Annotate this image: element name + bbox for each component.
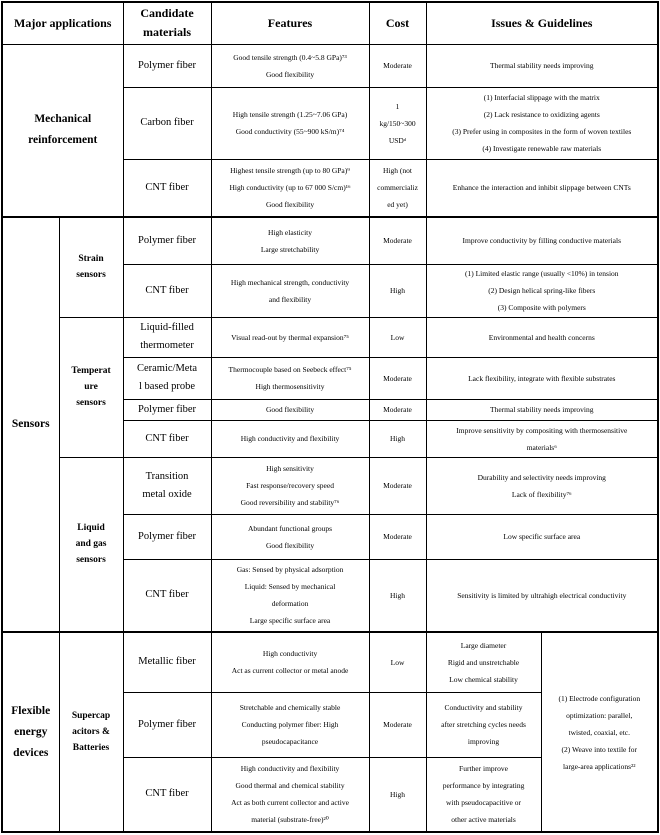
feature-line: Gas: Sensed by physical adsorption — [236, 565, 344, 575]
cost-cell — [369, 399, 426, 420]
feature-line: Liquid: Sensed by mechanical — [244, 582, 336, 592]
feature-line: deformation — [271, 599, 309, 609]
cost-cell — [369, 317, 426, 357]
issue-line: after stretching cycles needs — [441, 720, 526, 729]
features-cell — [211, 264, 369, 317]
cost-cell — [369, 514, 426, 559]
issues-cell — [426, 87, 658, 159]
material-name-line: Carbon fiber — [140, 117, 194, 128]
guideline-line: (2) Weave into textile for — [561, 744, 638, 754]
cost-cell — [369, 87, 426, 159]
column-header-cost: Cost — [369, 2, 426, 44]
issue-line: Improve sensitivity by compositing with thermosensitive — [456, 425, 628, 435]
shared-guidelines-cell — [541, 632, 658, 832]
features-cell — [211, 457, 369, 514]
feature-line: Fast response/recovery speed — [246, 481, 334, 490]
material-name-line: Metallic fiber — [138, 656, 196, 668]
feature-line: Large specific surface area — [249, 616, 331, 626]
feature-line: Act as both current collector and active — [231, 798, 349, 808]
feature-line: High thermosensitivity — [255, 382, 325, 391]
issue-line: Lack flexibility, integrate with flexible substrates — [468, 373, 616, 383]
feature-line: Abundant functional groups — [247, 523, 333, 533]
issue-line: improving — [467, 737, 500, 746]
issue-line: Durability and selectivity needs improving — [477, 472, 606, 482]
application-label-line: Flexible — [11, 704, 51, 717]
cost-cell — [369, 757, 426, 832]
feature-line: High elasticity — [268, 227, 312, 237]
feature-line: pseudocapacitance — [261, 737, 319, 746]
issues-cell — [426, 399, 658, 420]
table-row — [2, 457, 658, 514]
issue-line: Thermal stability needs improving — [490, 405, 594, 414]
features-cell — [211, 44, 369, 87]
feature-line: Good flexibility — [265, 405, 315, 414]
issue-line: Conductivity and stability — [444, 703, 523, 712]
issues-cell — [426, 317, 658, 357]
feature-line: and flexibility — [268, 294, 312, 304]
material-cell — [123, 632, 211, 692]
cost-line: Moderate — [383, 236, 412, 246]
issue-line: (2) Lack resistance to oxidizing agents — [483, 110, 600, 119]
cost-cell — [369, 632, 426, 692]
cost-line: Low — [390, 332, 405, 342]
issues-cell — [426, 420, 658, 457]
subsection-label-line: Temperat — [71, 366, 111, 376]
issues-cell — [426, 457, 658, 514]
material-name-line: Polymer fiber — [138, 234, 197, 246]
cost-line: Low — [390, 657, 405, 667]
feature-line: Highest tensile strength (up to 80 GPa)⁹ — [230, 166, 350, 176]
feature-line: High sensitivity — [266, 464, 314, 473]
column-header-major-applications: Major applications — [2, 2, 123, 44]
material-cell — [123, 217, 211, 264]
issue-line: (3) Prefer using in composites in the form of woven textiles — [452, 127, 632, 136]
issue-line: Enhance the interaction and inhibit slippage between CNTs — [452, 183, 631, 193]
feature-line: Conducting polymer fiber: High — [241, 720, 339, 729]
material-cell — [123, 399, 211, 420]
table-row — [2, 217, 658, 264]
table-row — [2, 317, 658, 357]
material-name-line: l based probe — [139, 381, 195, 392]
subsection-label-line: Strain — [78, 254, 104, 265]
table-row — [2, 632, 658, 692]
feature-line: Visual read-out by thermal expansion⁷⁵ — [231, 332, 349, 342]
issues-cell — [426, 514, 658, 559]
features-cell — [211, 757, 369, 832]
application-label-line: devices — [13, 746, 49, 759]
issue-line: with pseudocapacitive or — [446, 798, 521, 808]
features-cell — [211, 317, 369, 357]
issue-line: Lack of flexibility⁷⁶ — [511, 489, 572, 499]
issues-cell — [426, 217, 658, 264]
issues-cell — [426, 632, 541, 692]
subsection-label-line: acitors & — [72, 727, 110, 737]
issue-line: other active materials — [451, 815, 516, 825]
material-cell — [123, 559, 211, 632]
subsection-label-line: ure — [84, 382, 98, 392]
feature-line: Good flexibility — [265, 540, 315, 550]
issue-line: Further improve — [459, 764, 508, 774]
subsection-label-line: Batteries — [72, 743, 110, 753]
material-name-line: CNT fiber — [145, 284, 189, 296]
material-name-line: Polymer fiber — [138, 530, 197, 542]
issue-line: Rigid and unstretchable — [447, 657, 520, 667]
material-name-line: thermometer — [140, 340, 194, 351]
material-cell — [123, 420, 211, 457]
features-cell — [211, 632, 369, 692]
issues-cell — [426, 757, 541, 832]
sub-application-cell — [59, 632, 123, 832]
cost-line: Moderate — [383, 532, 412, 541]
material-name-line: CNT fiber — [145, 432, 189, 444]
column-header-candidate-materials: Candidate materials — [123, 2, 211, 44]
material-name-line: Liquid-filled — [140, 322, 194, 333]
major-application-cell — [2, 632, 59, 832]
major-application-cell — [2, 217, 59, 632]
issue-line: (1) Interfacial slippage with the matrix — [483, 93, 600, 102]
issue-line: performance by integrating — [442, 781, 525, 791]
subsection-label-line: sensors — [76, 398, 106, 408]
cost-cell — [369, 420, 426, 457]
issues-cell — [426, 264, 658, 317]
sub-application-cell — [59, 217, 123, 317]
features-cell — [211, 217, 369, 264]
features-cell — [211, 692, 369, 757]
feature-line: Good flexibility — [265, 69, 315, 79]
material-name-line: CNT fiber — [145, 589, 189, 601]
cost-line: Moderate — [383, 61, 412, 70]
issue-line: Low specific surface area — [503, 532, 581, 541]
feature-line: Act as current collector or metal anode — [231, 666, 349, 676]
cost-cell — [369, 159, 426, 217]
feature-line: Good thermal and chemical stability — [235, 781, 345, 791]
material-cell — [123, 264, 211, 317]
feature-line: Good flexibility — [265, 200, 315, 210]
cost-cell — [369, 264, 426, 317]
cost-line: commercializ — [377, 183, 418, 193]
issue-line: Low chemical stability — [449, 674, 518, 684]
cost-line: High — [390, 789, 406, 799]
issue-line: Environmental and health concerns — [488, 332, 595, 342]
material-cell — [123, 692, 211, 757]
features-cell — [211, 357, 369, 399]
materials-comparison-table — [1, 1, 659, 833]
cost-cell — [369, 457, 426, 514]
features-cell — [211, 399, 369, 420]
material-cell — [123, 457, 211, 514]
material-cell — [123, 87, 211, 159]
guideline-line: (1) Electrode configuration — [558, 693, 641, 703]
feature-line: Stretchable and chemically stable — [239, 703, 341, 712]
material-cell — [123, 44, 211, 87]
subsection-label-line: Supercap — [71, 711, 111, 721]
features-cell — [211, 559, 369, 632]
feature-line: High conductivity and flexibility — [240, 764, 340, 774]
cost-cell — [369, 44, 426, 87]
material-name-line: metal oxide — [142, 488, 192, 500]
feature-line: High conductivity — [262, 649, 318, 659]
column-header-issues-guidelines: Issues & Guidelines — [426, 2, 658, 44]
cost-line: USDᵈ — [388, 135, 407, 145]
cost-cell — [369, 217, 426, 264]
cost-line: ed yet) — [387, 200, 408, 210]
cost-line: High (not — [383, 166, 412, 176]
issues-cell — [426, 159, 658, 217]
cost-cell — [369, 559, 426, 632]
material-name-line: CNT fiber — [145, 788, 189, 800]
subsection-label-line: and gas — [75, 539, 107, 550]
material-name-line: Polymer fiber — [138, 59, 197, 71]
material-name-line: Ceramic/Meta — [136, 363, 198, 374]
issue-line: Large diameter — [460, 640, 507, 650]
application-label-line: energy — [14, 725, 48, 738]
issue-line: materials⁶ — [526, 442, 557, 452]
cost-line: Moderate — [383, 720, 412, 729]
cost-line: Moderate — [383, 405, 412, 414]
issue-line: (1) Limited elastic range (usually <10%) in tension — [464, 269, 619, 278]
cost-cell — [369, 357, 426, 399]
material-name-line: CNT fiber — [145, 181, 189, 193]
features-cell — [211, 159, 369, 217]
feature-line: Good reversibility and stability⁷⁶ — [240, 498, 340, 507]
features-cell — [211, 87, 369, 159]
guideline-line: twisted, coaxial, etc. — [568, 727, 630, 737]
sub-application-cell — [59, 457, 123, 632]
features-cell — [211, 514, 369, 559]
guideline-line: optimization: parallel, — [566, 710, 633, 720]
cost-cell — [369, 692, 426, 757]
cost-line: 1 — [395, 101, 400, 111]
features-cell — [211, 420, 369, 457]
material-cell — [123, 159, 211, 217]
issue-line: (2) Design helical spring-like fibers — [488, 286, 596, 295]
material-cell — [123, 514, 211, 559]
cost-line: Moderate — [383, 481, 412, 490]
feature-line: High conductivity (up to 67 000 S/cm)¹⁶ — [229, 183, 351, 193]
issue-line: (4) Investigate renewable raw materials — [482, 144, 602, 153]
header-row — [2, 2, 658, 44]
material-name-line: Polymer fiber — [138, 403, 197, 415]
cost-line: Moderate — [383, 373, 412, 383]
subsection-label-line: sensors — [76, 555, 106, 566]
material-name-line: Transition — [145, 470, 189, 482]
issue-line: (3) Composite with polymers — [497, 303, 586, 312]
issues-cell — [426, 559, 658, 632]
paper-page — [0, 1, 660, 835]
column-header-features: Features — [211, 2, 369, 44]
feature-line: Good tensile strength (0.4~5.8 GPa)⁷³ — [233, 52, 347, 62]
table-row — [2, 44, 658, 87]
material-cell — [123, 357, 211, 399]
cost-line: High — [390, 590, 406, 600]
material-name-line: Polymer fiber — [138, 718, 197, 730]
sub-application-cell — [59, 317, 123, 457]
material-cell — [123, 317, 211, 357]
cost-line: High — [390, 434, 406, 443]
cost-line: High — [390, 286, 406, 295]
issues-cell — [426, 692, 541, 757]
subsection-label-line: sensors — [76, 270, 106, 281]
subsection-label-line: Liquid — [77, 523, 105, 534]
issue-line: Improve conductivity by filling conductive materials — [462, 236, 622, 246]
feature-line: High tensile strength (1.25~7.06 GPa) — [232, 110, 348, 119]
feature-line: Good conductivity (55~900 kS/m)⁷⁴ — [235, 127, 345, 136]
application-label-line: Mechanical — [34, 113, 92, 126]
cost-line: kg/150~300 — [379, 118, 416, 128]
feature-line: High mechanical strength, conductivity — [230, 277, 350, 287]
guideline-line: large-area applications²² — [563, 761, 636, 771]
feature-line: Large stretchability — [260, 244, 320, 254]
major-application-cell — [2, 44, 123, 217]
issues-cell — [426, 44, 658, 87]
issue-line: Sensitivity is limited by ultrahigh electrical conductivity — [457, 590, 627, 600]
issue-line: Thermal stability needs improving — [490, 61, 594, 70]
feature-line: material (substrate-free)²⁰ — [251, 815, 329, 825]
application-label-line: reinforcement — [28, 134, 98, 147]
application-label-line: Sensors — [11, 418, 50, 430]
feature-line: High conductivity and flexibility — [240, 434, 340, 443]
feature-line: Thermocouple based on Seebeck effect⁷⁵ — [228, 365, 352, 374]
material-cell — [123, 757, 211, 832]
issues-cell — [426, 357, 658, 399]
